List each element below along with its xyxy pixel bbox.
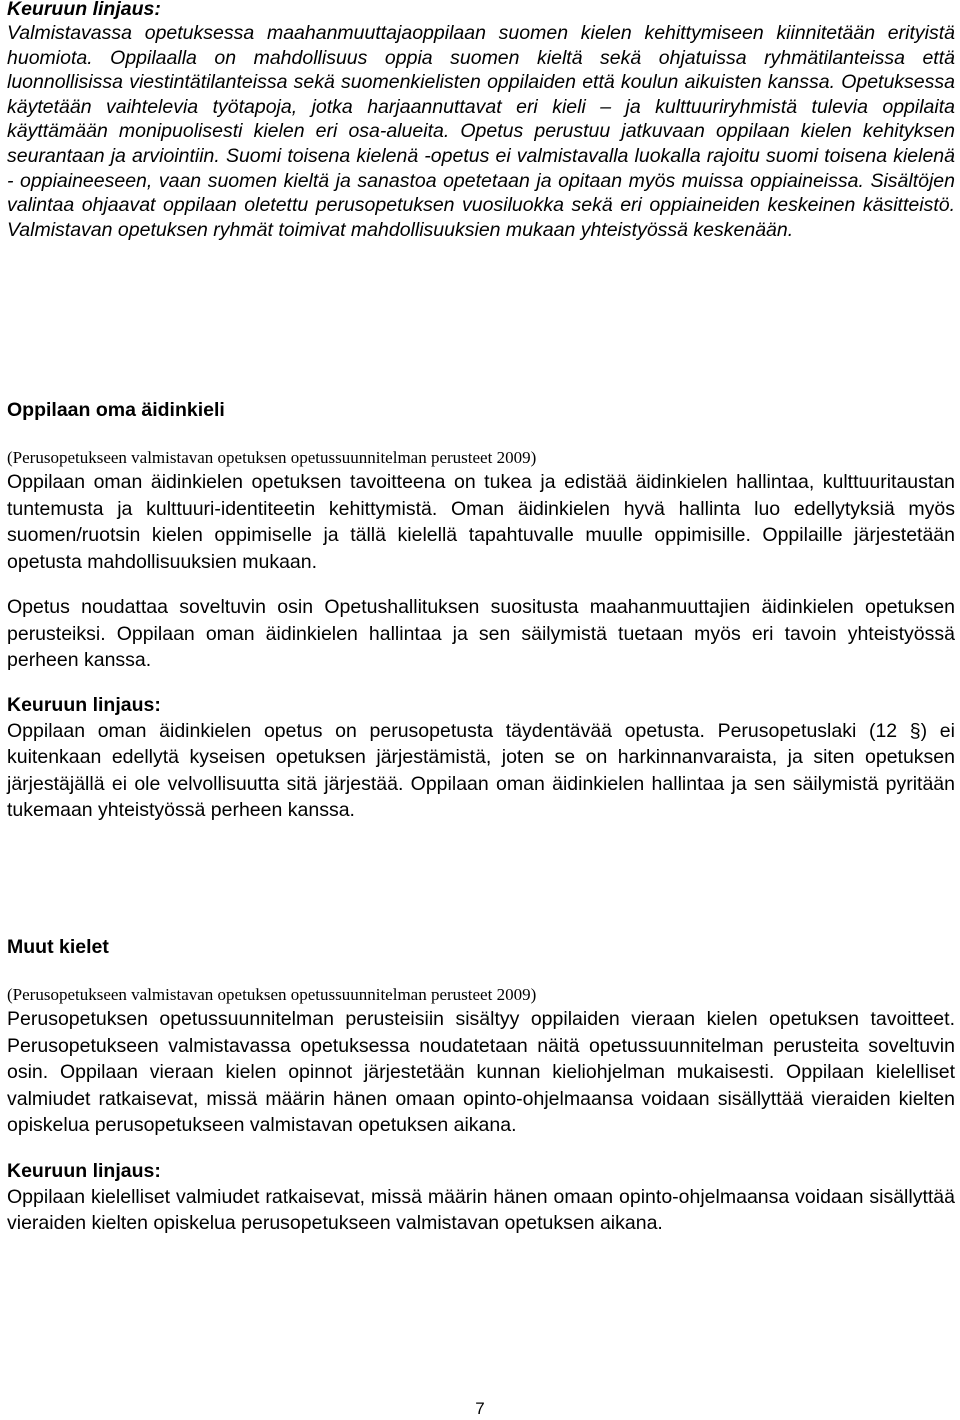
section-muut-kielet — [7, 935, 955, 1237]
policy-label: Keuruun linjaus: — [7, 693, 161, 716]
section-heading: Oppilaan oma äidinkieli — [7, 399, 225, 421]
paragraph: Oppilaan oman äidinkielen opetuksen tavoitteena on tukea ja edistää äidinkielen hallintaa, kulttuuritaustan tuntemusta ja kulttuuri-identiteetin kehittymistä. Oman äidinkielen hyvä hallinta luo edellytyksiä myös suomen/ruotsin kielen oppimiselle ja tällä kielellä tapahtuvalle muulle oppimisille. Oppilaille järjestetään opetusta mahdollisuuksien mukaan. — [7, 471, 955, 573]
source-citation: (Perusopetukseen valmistavan opetuksen opetussuunnitelman perusteet 2009) — [7, 985, 537, 1004]
policy-text: Oppilaan kielelliset valmiudet ratkaisevat, missä määrin hänen omaan opinto-ohjelmaansa voidaan sisällyttää vieraiden kielten opiskelua perusopetukseen valmistavan opetuksen aikana. — [7, 1185, 955, 1234]
source-citation: (Perusopetukseen valmistavan opetuksen opetussuunnitelman perusteet 2009) — [7, 448, 537, 467]
page-number: 7 — [475, 1399, 485, 1418]
paragraph: Opetus noudattaa soveltuvin osin Opetushallituksen suositusta maahanmuuttajien äidinkielen opetuksen perusteiksi. Oppilaan oman äidinkielen hallintaa ja sen säilymistä tuetaan myös eri tavoin yhteistyössä perheen kanssa. — [7, 596, 955, 671]
policy-label: Keuruun linjaus: — [7, 0, 161, 20]
section-valmistava-policy — [7, 0, 955, 242]
policy-text: Oppilaan oman äidinkielen opetus on perusopetusta täydentävää opetusta. Perusopetuslaki (12 §) ei kuitenkaan edellytä kyseisen opetuksen järjestämistä, joten se on harkinnanvaraista, ja siten opetuksen järjestäjällä ei ole velvollisuutta sitä järjestää. Oppilaan oman äidinkielen hallintaa ja sen säilymistä pyritään tukemaan yhteistyössä perheen kanssa. — [7, 719, 955, 821]
policy-text: Valmistavassa opetuksessa maahanmuuttajaoppilaan suomen kielen kehittymiseen kiinnitetään erityistä huomiota. Oppilaalla on mahdollisuus oppia suomen kieltä sekä ohjatuissa ryhmätilanteissa että luonnollisissa viestintätilanteissa sekä suomenkielisten oppilaiden että koulun aikuisten kanssa. Opetuksessa käytetään vaihtelevia työtapoja, jotka harjaannuttavat eri kieli – ja kulttuuriryhmistä tulevia oppilaita käyttämään monipuolisesti kielen eri osa-alueita. Opetus perustuu jatkuvaan oppilaan kielen kehityksen seurantaan ja arviointiin. Suomi toisena kielenä -opetus ei valmistavalla luokalla rajoitu suomi toisena kielenä - oppiaineeseen, vaan suomen kieltä ja sanastoa opetetaan ja opitaan myös muissa oppiaineissa. Sisältöjen valintaa ohjaavat oppilaan oletettu perusopetuksen vuosiluokka sekä eri oppiaineiden keskeinen käsitteistö. Valmistavan opetuksen ryhmät toimivat mahdollisuuksien mukaan yhteistyössä keskenään. — [7, 22, 955, 241]
section-oma-aidinkieli — [7, 398, 955, 824]
policy-label: Keuruun linjaus: — [7, 1159, 161, 1182]
section-heading: Muut kielet — [7, 936, 109, 958]
paragraph: Perusopetuksen opetussuunnitelman perusteisiin sisältyy oppilaiden vieraan kielen opetuksen tavoitteet. Perusopetukseen valmistavassa opetuksessa noudatetaan näitä opetussuunnitelman perusteita soveltuvin osin. Oppilaan vieraan kielen opinnot järjestetään kunnan kieliohjelman mukaisesti. Oppilaan kielelliset valmiudet ratkaisevat, missä määrin hänen omaan opinto-ohjelmaansa voidaan sisällyttää vieraiden kielten opiskelua perusopetukseen valmistavan opetuksen aikana. — [7, 1008, 955, 1136]
